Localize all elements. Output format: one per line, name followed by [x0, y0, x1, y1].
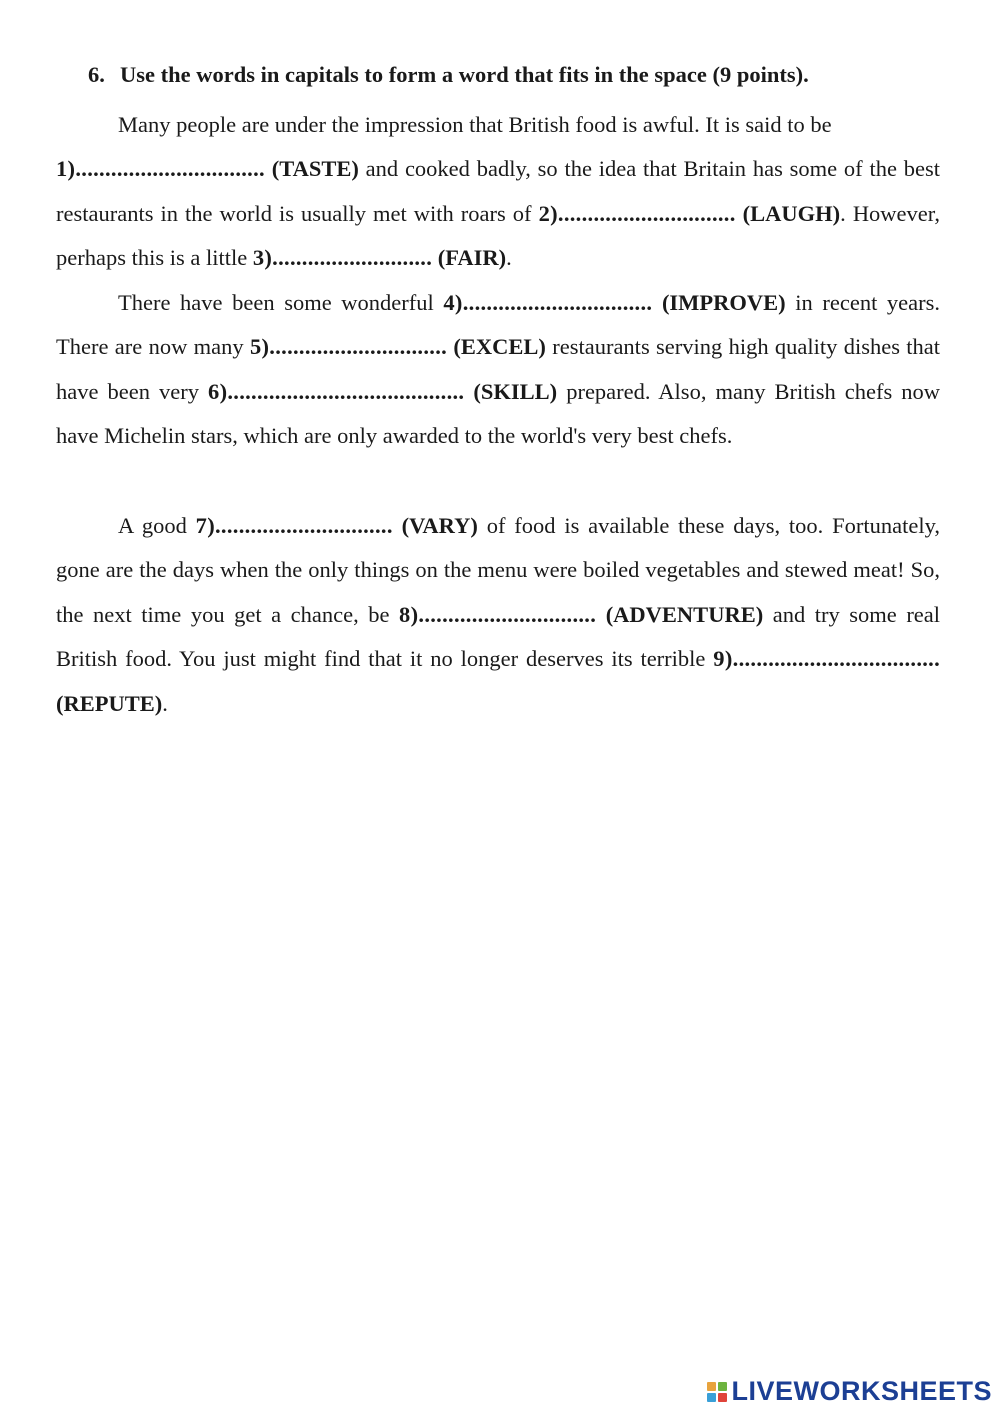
- keyword-adventure: (ADVENTURE): [605, 601, 764, 627]
- p2-text-3: restaurants serving high quality dishes that have been very: [56, 334, 941, 404]
- gap-8[interactable]: 8)..............................: [399, 601, 597, 627]
- p1-text-2: and cooked badly, so the idea that Britain has some of the best restaurants in the world is usually met with roars of: [56, 156, 940, 226]
- keyword-taste: (TASTE): [271, 156, 359, 182]
- p3-text-2: of food is available these days, too. Fortunately, gone are the days when the only things on the menu were boiled vegetables and stewed meat! So, the next time you get a chance, be: [56, 513, 941, 627]
- p3-text-4: .: [162, 690, 168, 716]
- keyword-excel: (EXCEL): [453, 334, 546, 360]
- gap-2[interactable]: 2)..............................: [538, 200, 736, 226]
- logo-square-3: [707, 1393, 716, 1402]
- keyword-improve: (IMPROVE): [661, 290, 786, 315]
- p1-text-4: .: [506, 245, 512, 271]
- keyword-fair: (FAIR): [437, 245, 507, 271]
- p3-text-1: A good: [118, 513, 187, 538]
- liveworksheets-logo-icon: [707, 1382, 727, 1402]
- logo-square-1: [707, 1382, 716, 1391]
- keyword-laugh: (LAUGH): [742, 200, 841, 226]
- liveworksheets-logo[interactable]: [707, 1376, 992, 1407]
- keyword-skill: (SKILL): [473, 378, 558, 404]
- gap-1[interactable]: 1)................................: [56, 156, 265, 182]
- keyword-vary: (VARY): [401, 513, 478, 538]
- paragraph-3: [56, 504, 940, 726]
- gap-6[interactable]: 6)........................................: [208, 378, 465, 404]
- keyword-repute: (REPUTE): [56, 690, 163, 716]
- paragraph-1: [56, 103, 940, 281]
- brand-name: LIVEWORKSHEETS: [731, 1376, 992, 1406]
- gap-4[interactable]: 4)................................: [443, 290, 653, 315]
- gap-5[interactable]: 5)..............................: [249, 334, 448, 360]
- p1-text-3: . However, perhaps this is a little: [56, 200, 940, 271]
- p2-text-1: There have been some wonderful: [118, 290, 434, 315]
- p2-text-4: prepared. Also, many British chefs now have Michelin stars, which are only awarded to the world's very best chefs.: [56, 378, 941, 449]
- logo-square-4: [718, 1393, 727, 1402]
- exercise-heading: [88, 62, 968, 88]
- exercise-instruction: Use the words in capitals to form a word that fits in the space (9 points).: [120, 62, 809, 87]
- p3-text-3: and try some real British food. You just might find that it no longer deserves its terrible: [56, 601, 941, 672]
- gap-7[interactable]: 7)..............................: [195, 513, 393, 538]
- p1-text-1: Many people are under the impression that British food is awful. It is said to be: [118, 112, 832, 137]
- exercise-number: 6.: [88, 62, 105, 87]
- gap-9[interactable]: 9)...................................: [713, 646, 941, 672]
- logo-square-2: [718, 1382, 727, 1391]
- gap-3[interactable]: 3)...........................: [252, 245, 433, 271]
- paragraph-2: [56, 281, 940, 459]
- p2-text-2: in recent years. There are now many: [56, 290, 941, 360]
